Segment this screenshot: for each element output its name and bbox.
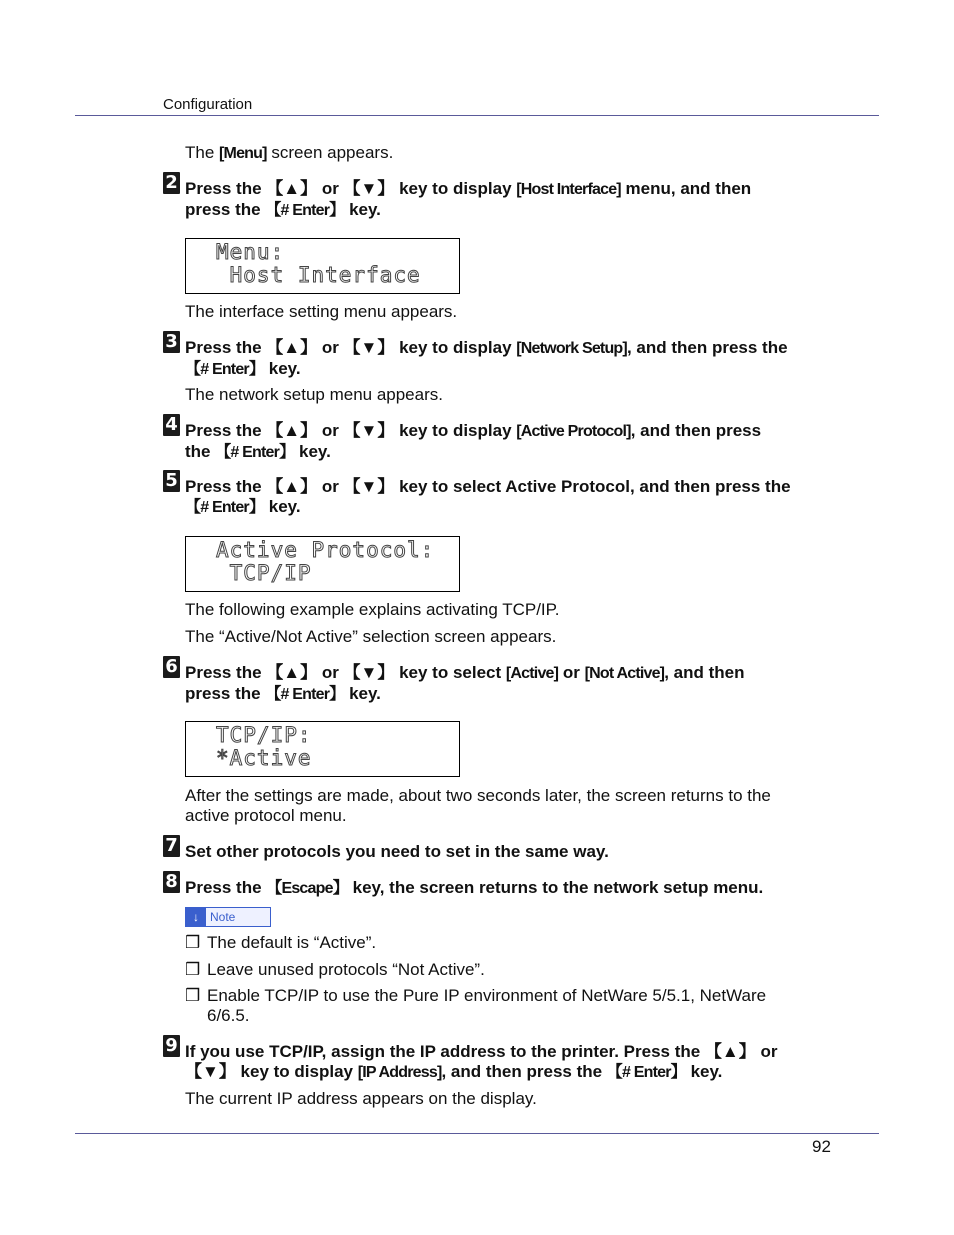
- checkbox-bullet-icon: ❒: [185, 933, 201, 952]
- down-key: 【▼】: [343, 179, 395, 198]
- lcd-line-2: TCP/IP: [216, 561, 312, 585]
- menu-name: [Menu]: [219, 145, 267, 162]
- note-item-3: ❒ Enable TCP/IP to use the Pure IP environment of NetWare 5/5.1, NetWare 6/6.5.: [185, 986, 767, 1025]
- down-key: 【▼】: [343, 338, 395, 357]
- step-number-5: 5: [163, 470, 180, 492]
- checkbox-bullet-icon: ❒: [185, 986, 201, 1005]
- network-menu-text: The network setup menu appears.: [185, 385, 443, 404]
- step-number-6: 6: [163, 656, 180, 678]
- enter-key: 【# Enter】: [185, 361, 265, 378]
- step-number-2: 2: [163, 172, 180, 194]
- option-active: [Active]: [505, 665, 559, 682]
- enter-key: 【# Enter】: [215, 444, 295, 461]
- menu-name: [IP Address]: [357, 1064, 442, 1081]
- step-9-instruction: If you use TCP/IP, assign the IP address to the printer. Press the 【▲】 or 【▼】 key to display [IP Address], and then press the 【# Enter】 key.: [185, 1042, 778, 1081]
- up-key: 【▲】: [266, 663, 318, 682]
- step-number-4: 4: [163, 414, 180, 436]
- current-ip-text: The current IP address appears on the display.: [185, 1089, 537, 1108]
- up-key: 【▲】: [266, 338, 318, 357]
- interface-menu-text: The interface setting menu appears.: [185, 302, 458, 321]
- header-rule: [75, 115, 879, 116]
- step-number-9: 9: [163, 1035, 180, 1057]
- step-5-instruction: Press the 【▲】 or 【▼】 key to select Active Protocol, and then press the 【# Enter】 key.: [185, 477, 791, 516]
- step-number-7: 7: [163, 835, 180, 857]
- step-4-instruction: Press the 【▲】 or 【▼】 key to display [Active Protocol], and then press the 【# Enter】 key.: [185, 421, 762, 461]
- after-settings-text: After the settings are made, about two seconds later, the screen returns to the active protocol menu.: [185, 786, 771, 825]
- lcd-line-2: *Active: [216, 746, 312, 770]
- enter-key: 【# Enter】: [265, 686, 345, 703]
- lcd-line-1: Active Protocol:: [216, 538, 435, 562]
- down-key: 【▼】: [185, 1062, 236, 1081]
- footer-rule: [75, 1133, 879, 1134]
- enter-key: 【# Enter】: [606, 1064, 686, 1081]
- selection-screen-text: The “Active/Not Active” selection screen appears.: [185, 627, 557, 646]
- up-key: 【▲】: [266, 421, 318, 440]
- menu-name: [Host Interface]: [516, 181, 621, 198]
- lcd-line-1: Menu:: [216, 240, 285, 264]
- example-text: The following example explains activating TCP/IP.: [185, 600, 560, 619]
- step-8-instruction: Press the 【Escape】 key, the screen returns to the network setup menu.: [185, 878, 764, 897]
- escape-key: 【Escape】: [266, 880, 348, 897]
- up-key: 【▲】: [266, 477, 318, 496]
- step-3-instruction: Press the 【▲】 or 【▼】 key to display [Network Setup], and then press the 【# Enter】 key.: [185, 338, 788, 378]
- lcd-display-active-protocol: [185, 536, 460, 592]
- step-number-3: 3: [163, 331, 180, 353]
- up-key: 【▲】: [266, 179, 318, 198]
- step-number-8: 8: [163, 871, 180, 893]
- menu-name: [Active Protocol]: [516, 423, 631, 440]
- lcd-line-1: TCP/IP:: [216, 723, 312, 747]
- enter-key: 【# Enter】: [185, 499, 265, 516]
- lcd-display-host-interface: [185, 238, 460, 294]
- step-7-instruction: Set other protocols you need to set in the same way.: [185, 842, 609, 861]
- lcd-line-2: Host Interface: [216, 263, 421, 287]
- up-key: 【▲】: [704, 1042, 756, 1061]
- note-item-1: ❒ The default is “Active”.: [185, 933, 377, 952]
- down-key: 【▼】: [343, 477, 395, 496]
- running-header: Configuration: [163, 96, 253, 113]
- page-number: 92: [812, 1137, 831, 1156]
- note-item-2: ❒ Leave unused protocols “Not Active”.: [185, 960, 485, 979]
- menu-name: [Network Setup]: [516, 340, 627, 357]
- intro-text: The [Menu] screen appears.: [185, 143, 394, 162]
- step-6-instruction: Press the 【▲】 or 【▼】 key to select [Active] or [Not Active], and then press the 【# Enter】 key.: [185, 663, 745, 703]
- note-label: ↓ Note: [185, 907, 271, 927]
- down-arrow-icon: ↓: [186, 908, 206, 926]
- step-2-instruction: Press the 【▲】 or 【▼】 key to display [Host Interface] menu, and then press the 【# Enter】 key.: [185, 179, 752, 219]
- lcd-display-tcpip: [185, 721, 460, 777]
- checkbox-bullet-icon: ❒: [185, 960, 201, 979]
- down-key: 【▼】: [343, 663, 395, 682]
- enter-key: 【# Enter】: [265, 202, 345, 219]
- down-key: 【▼】: [343, 421, 395, 440]
- option-not-active: [Not Active]: [584, 665, 665, 682]
